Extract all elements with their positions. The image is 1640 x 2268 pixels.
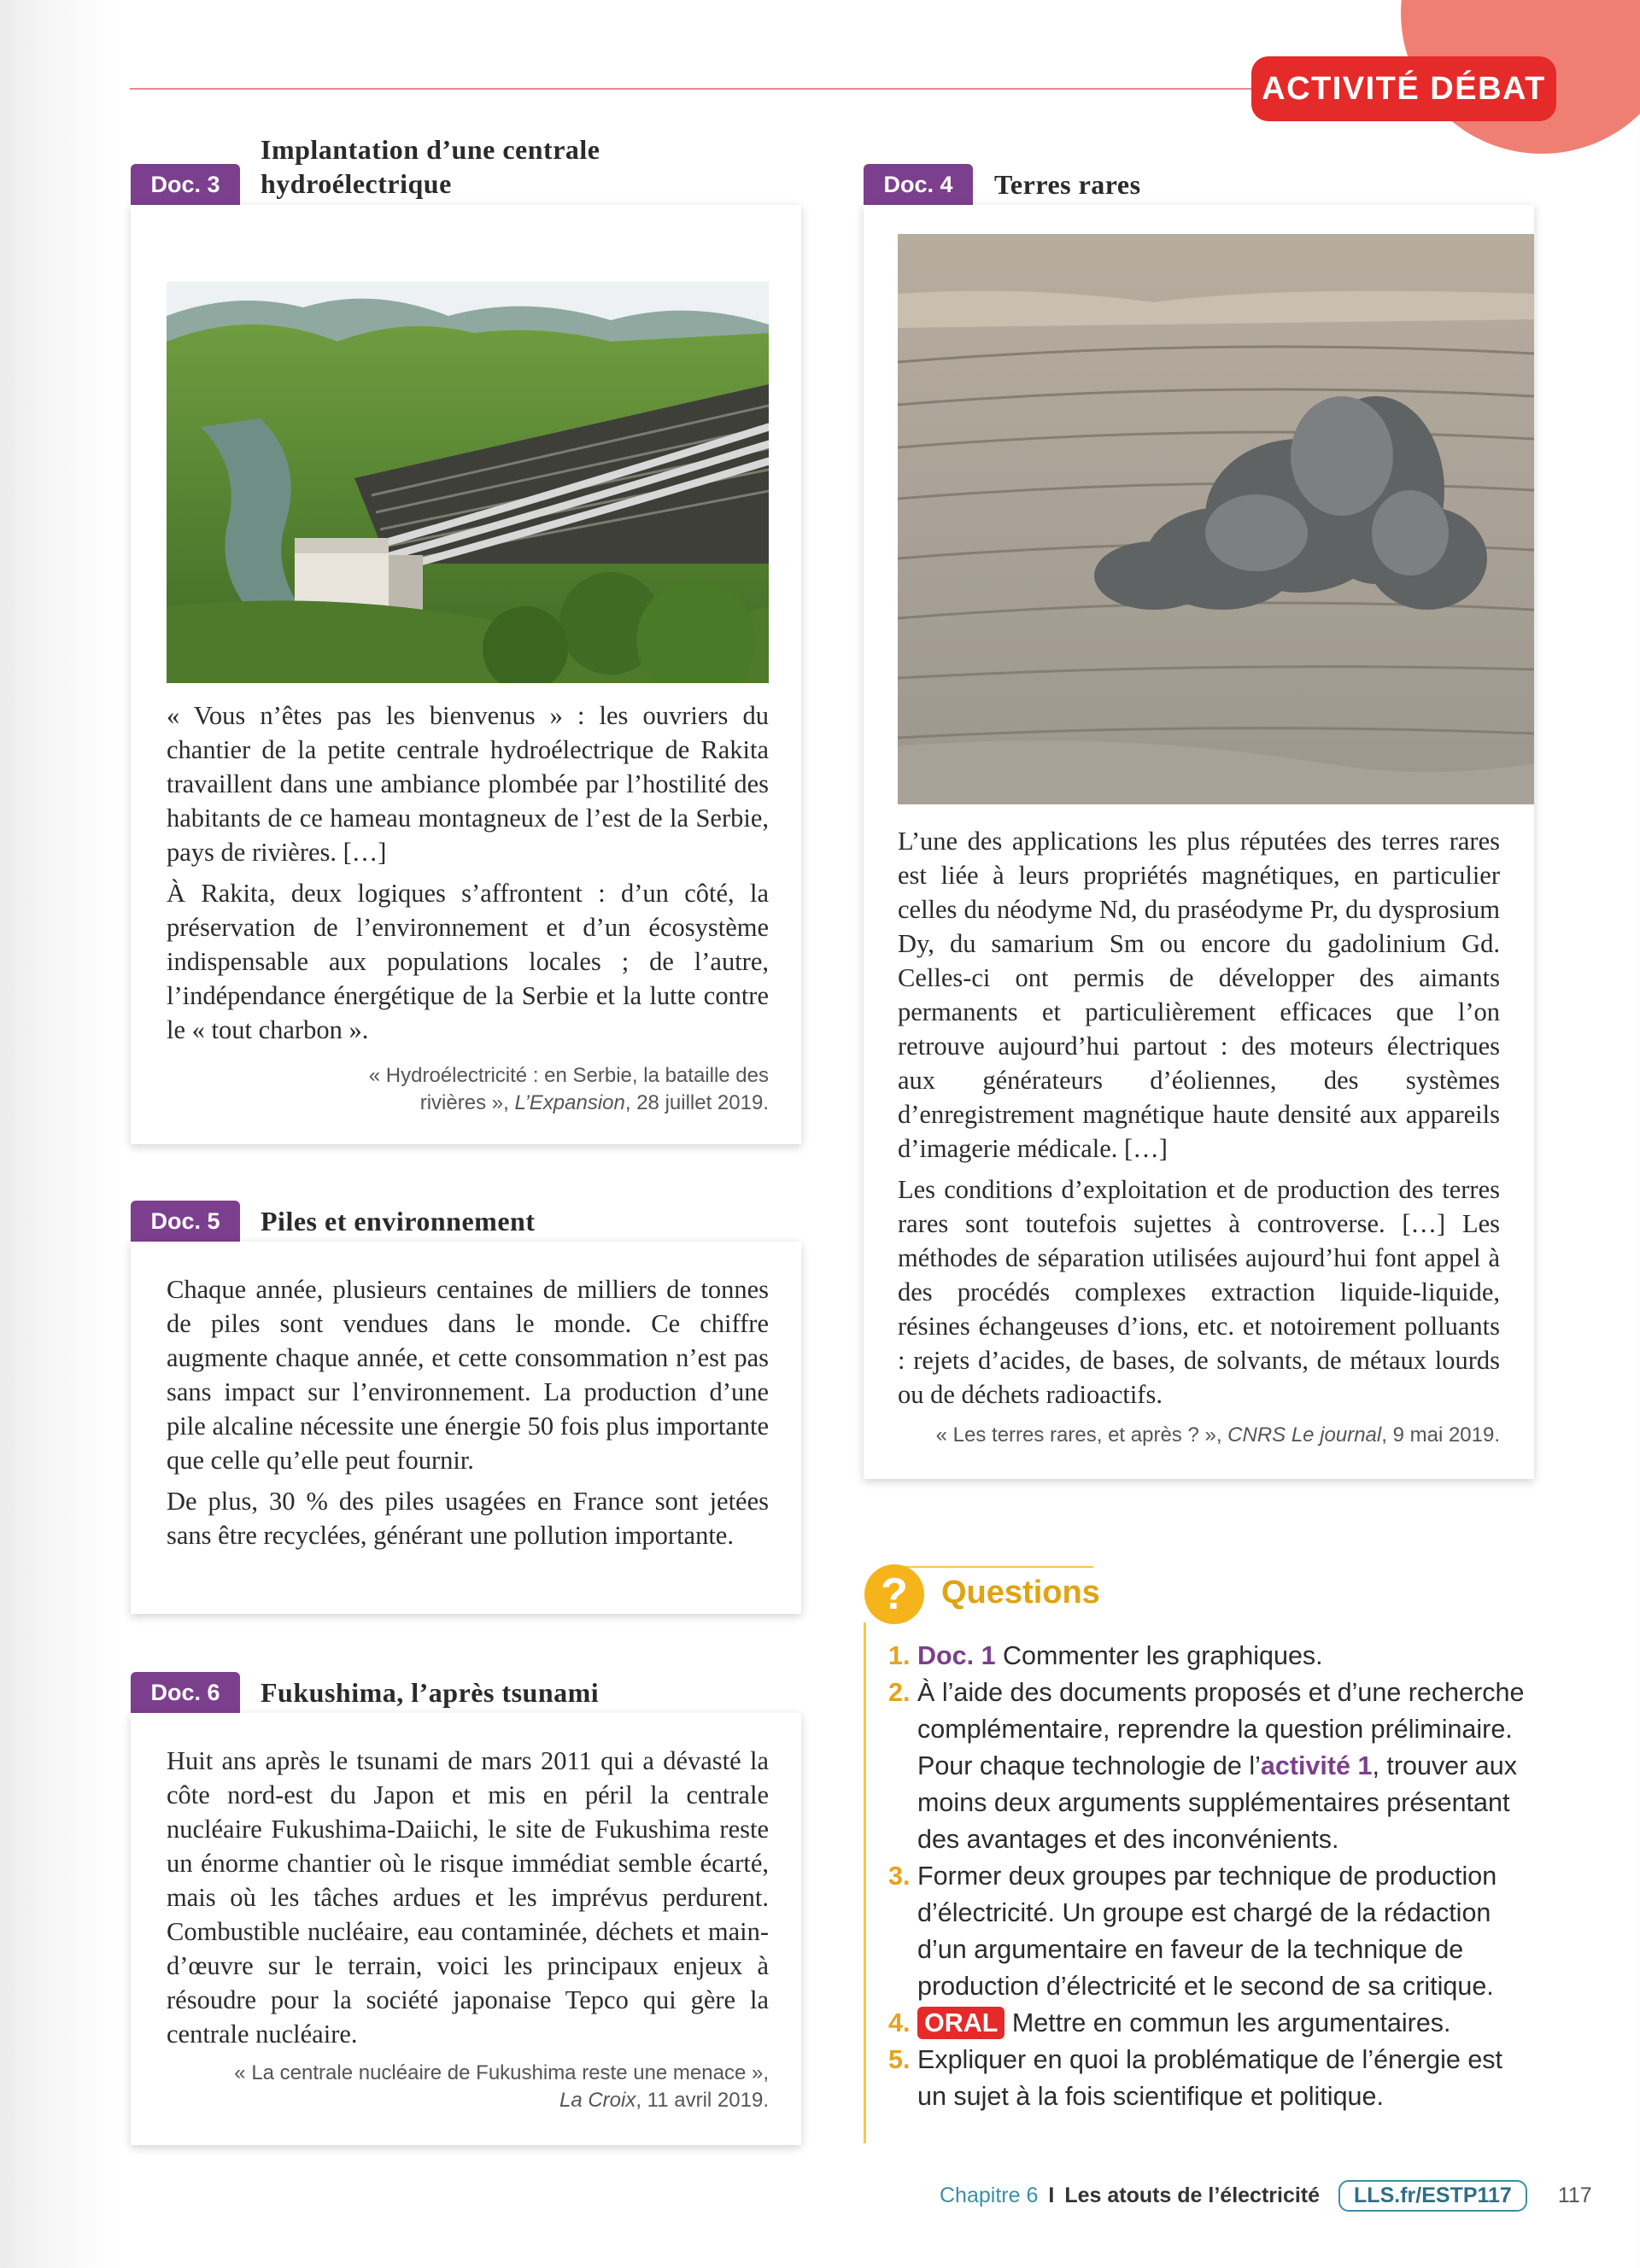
doc3-title [261,132,600,201]
question-number: 4. [888,2008,911,2037]
doc3-tab: Doc. 3 [131,164,240,205]
questions-list [888,1638,1538,2115]
doc3-source-line1: « Hydroélectricité : en Serbie, la bataille des [368,1064,769,1087]
doc4-source [898,1422,1500,1449]
question-item-5 [888,2042,1538,2115]
doc6-tab: Doc. 6 [131,1672,240,1713]
doc4-paragraph-1: L’une des applications les plus réputées des terres rares est liée à leurs propriétés magnétiques, en particulier celles du néodyme Nd, du praséodyme Pr, du dysprosium Dy, du samarium Sm ou encore du gadolinium Gd. Celles-ci ont permis de développer des aimants permanents et particulièrement efficaces que l’on retrouve aujourd’hui partout : des moteurs électriques aux générateurs d’éoliennes, des systèmes d’enregistrement magnétique haute densité aux appareils d’imagerie médicale. […] [898,827,1500,1163]
doc3-text [167,699,769,1117]
doc4-card [864,205,1534,1479]
question-text: Expliquer en quoi la problématique de l’énergie est un sujet à la fois scientifique et politique. [917,2045,1502,2111]
doc4-paragraph-2: Les conditions d’exploitation et de production des terres rares sont toutefois sujettes à controverse. […] Les méthodes de séparation utilisées aujourd’hui font appel à des procédés complexes extraction liquide-liquide, résines échangeuses d’ions, etc. et notoirement polluants : rejets d’acides, de bases, de solvants, de métaux lourds ou de déchets radioactifs. [898,1175,1500,1409]
footer-chapter: Chapitre 6 [940,2183,1039,2207]
question-item-1 [888,1638,1538,1675]
mine-photo [898,234,1534,804]
page-footer [940,2180,1592,2212]
doc5-title: Piles et environnement [261,1206,536,1236]
questions-title: Questions [941,1575,1100,1610]
header-rule [130,88,1257,90]
activity-badge: ACTIVITÉ DÉBAT [1251,56,1556,121]
doc3-source-part-a: rivières », [419,1091,515,1114]
question-mark-icon: ? [864,1564,924,1624]
activity-link[interactable]: activité 1 [1260,1751,1373,1780]
doc6-title: Fukushima, l’après tsunami [261,1677,600,1708]
doc6-source [167,2060,769,2114]
doc3-card [131,205,801,1144]
question-item-4 [888,2005,1538,2042]
question-text: Former deux groupes par technique de production d’électricité. Un groupe est chargé de la rédaction d’un argumentaire en faveur de la technique de production d’électricité et le second de sa critique. [917,1862,1497,2001]
question-text-end: , trouver aux moins deux arguments supplémentaires présentant des avantages et des inconvénients. [917,1751,1517,1854]
doc6-source-publication: La Croix [559,2089,636,2112]
doc4-tab: Doc. 4 [864,164,973,205]
doc5-tab: Doc. 5 [131,1201,240,1242]
question-doc-ref: Doc. 1 [917,1641,996,1670]
questions-top-rule [895,1566,1093,1568]
doc3-source-date: , 28 juillet 2019. [624,1091,769,1114]
doc6-source-date: , 11 avril 2019. [636,2089,769,2112]
question-text: Mettre en commun les argumentaires. [1004,2008,1451,2037]
page-number: 117 [1557,2183,1592,2207]
question-text: Commenter les graphiques. [995,1641,1323,1670]
doc6-text [167,1744,769,2114]
doc4-source-part-a: « Les terres rares, et après ? », [935,1423,1228,1447]
doc3-source-publication: L’Expansion [514,1091,625,1114]
question-number: 3. [888,1862,911,1891]
dam-photo [167,282,769,683]
footer-separator: I [1048,2183,1055,2207]
question-item-2 [888,1675,1538,1858]
doc6-source-line1: « La centrale nucléaire de Fukushima reste une menace », [234,2061,769,2084]
doc3-source [167,1062,769,1117]
doc3-title-line1: Implantation d’une centrale [261,134,600,165]
doc3-paragraph-2: À Rakita, deux logiques s’affrontent : d’un côté, la préservation de l’environnement et d’un écosystème indispensable aux populations locales ; de l’autre, l’indépendance énergétique de la Serbie et la lutte contre le « tout charbon ». [167,879,769,1044]
doc4-title: Terres rares [994,169,1141,200]
question-text: À l’aide des documents proposés et d’une recherche complémentaire, reprendre la question préliminaire. Pour chaque technologie de l’ [917,1678,1525,1780]
oral-badge: ORAL [917,2007,1004,2039]
doc6-card [131,1713,801,2145]
question-number: 5. [888,2045,911,2074]
question-number: 2. [888,1678,911,1707]
doc5-text [167,1272,769,1559]
doc6-paragraph-1: Huit ans après le tsunami de mars 2011 qui a dévasté la côte nord-est du Japon et mis en péril la centrale nucléaire Fukushima-Daiichi, le site de Fukushima reste un énorme chantier où le risque immédiat semble écarté, mais où les tâches ardues et les imprévus perdurent. Combustible nucléaire, eau contaminée, déchets et main-d’œuvre sur le terrain, voici les principaux enjeux à résoudre pour la société japonaise Tepco qui gère la centrale nucléaire. [167,1746,769,2049]
doc4-text [898,824,1500,1449]
question-number: 1. [888,1641,911,1670]
doc5-paragraph-1: Chaque année, plusieurs centaines de milliers de tonnes de piles sont vendues dans le monde. Ce chiffre augmente chaque année, et cette consommation n’est pas sans impact sur l’environnement. La production d’une pile alcaline nécessite une énergie 50 fois plus importante que celle qu’elle peut fournir. [167,1275,769,1475]
questions-side-rule [864,1622,866,2143]
footer-chapter-title: Les atouts de l’électricité [1064,2183,1321,2207]
doc5-paragraph-2: De plus, 30 % des piles usagées en France sont jetées sans être recyclées, générant une pollution importante. [167,1487,769,1550]
doc4-source-date: , 9 mai 2019. [1381,1423,1500,1447]
lls-link[interactable]: LLS.fr/ESTP117 [1338,2180,1527,2212]
question-item-3 [888,1858,1538,2005]
doc3-paragraph-1: « Vous n’êtes pas les bienvenus » : les ouvriers du chantier de la petite centrale hydroélectrique de Rakita travaillent dans une ambiance plombée par l’hostilité des habitants de ce hameau montagneux de l’est de la Serbie, pays de rivières. […] [167,701,769,867]
doc5-card [131,1242,801,1614]
doc3-title-line2: hydroélectrique [261,168,452,199]
doc4-source-publication: CNRS Le journal [1227,1423,1382,1447]
